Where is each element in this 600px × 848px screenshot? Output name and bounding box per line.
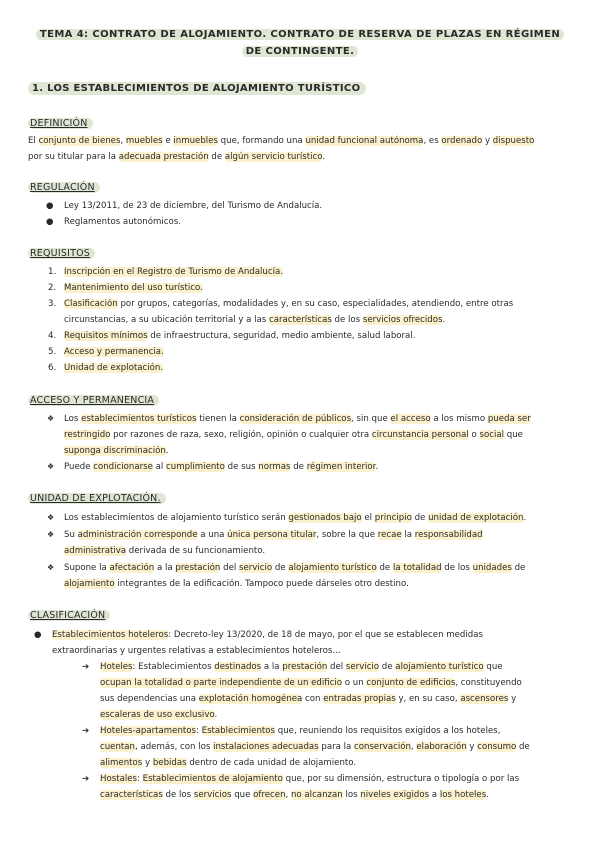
definicion-heading: DEFINICIÓN: [28, 118, 93, 129]
requisito-3-line-2: circunstancias, a su ubicación territorial y a las características de los servicios ofrecidos.: [64, 315, 446, 325]
requisito-5: Acceso y permanencia.: [64, 347, 164, 357]
diamond-bullet-icon: ❖: [47, 462, 55, 471]
clasificacion-main-line-1: Establecimientos hoteleros: Decreto-ley 13/2020, de 18 de mayo, por el que se establecen medidas: [52, 630, 483, 640]
definicion-line-1: El conjunto de bienes, muebles e inmuebles que, formando una unidad funcional autónoma, es ordenado y dispuesto: [28, 136, 535, 146]
hoteles-apartamentos-line-1: Hoteles-apartamentos: Establecimientos que, reuniendo los requisitos exigidos a los hoteles,: [100, 726, 501, 736]
unidad-bullet-3-line-1: Supone la afectación a la prestación del servicio de alojamiento turístico de la totalidad de los unidades de: [64, 563, 526, 573]
acceso-bullet-1-line-1: Los establecimientos turísticos tienen la consideración de públicos, sin que el acceso a los mismo pueda ser: [64, 414, 531, 424]
diamond-bullet-icon: ❖: [47, 513, 55, 522]
clasificacion-heading: CLASIFICACIÓN: [28, 610, 110, 621]
unidad-bullet-2-line-1: Su administración corresponde a una única persona titular, sobre la que recae la responsabilidad: [64, 530, 483, 540]
bullet-icon: ●: [34, 630, 42, 640]
section-heading: 1. LOS ESTABLECIMIENTOS DE ALOJAMIENTO TURÍSTICO: [28, 82, 366, 95]
requisitos-heading: REQUISITOS: [28, 248, 95, 259]
title-line-2: DE CONTINGENTE.: [242, 46, 359, 57]
requisito-1: Inscripción en el Registro de Turismo de Andalucía.: [64, 267, 283, 277]
list-number: 6.: [48, 363, 57, 373]
requisito-6: Unidad de explotación.: [64, 363, 164, 373]
diamond-bullet-icon: ❖: [47, 563, 55, 572]
hoteles-line-1: Hoteles: Establecimientos destinados a la prestación del servicio de alojamiento turístico que: [100, 662, 503, 672]
acceso-bullet-1-line-2: restringido por razones de raza, sexo, religión, opinión o cualquier otra circunstancia personal o social que: [64, 430, 523, 440]
arrow-right-icon: ➔: [82, 662, 90, 672]
list-number: 2.: [48, 283, 57, 293]
definicion-line-2: por su titular para la adecuada prestación de algún servicio turístico.: [28, 152, 326, 162]
regulacion-heading: REGULACIÓN: [28, 182, 100, 193]
unidad-bullet-2-line-2: administrativa derivada de su funcionamiento.: [64, 546, 266, 556]
diamond-bullet-icon: ❖: [47, 414, 55, 423]
arrow-right-icon: ➔: [82, 774, 90, 784]
list-number: 5.: [48, 347, 57, 357]
requisito-2: Mantenimiento del uso turístico.: [64, 283, 203, 293]
title-line-1: TEMA 4: CONTRATO DE ALOJAMIENTO. CONTRATO DE RESERVA DE PLAZAS EN RÉGIMEN: [36, 29, 564, 40]
hostales-line-1: Hostales: Establecimientos de alojamiento que, por su dimensión, estructura o tipología o por las: [100, 774, 520, 784]
acceso-heading: ACCESO Y PERMANENCIA: [28, 395, 159, 406]
hoteles-apartamentos-line-3: alimentos y bebidas dentro de cada unidad de alojamiento.: [100, 758, 357, 768]
requisito-3-line-1: Clasificación por grupos, categorías, modalidades y, en su caso, especialidades, atendiendo, entre otras: [64, 299, 514, 309]
list-number: 4.: [48, 331, 57, 341]
regulacion-item-1: Ley 13/2011, de 23 de diciembre, del Turismo de Andalucía.: [64, 201, 323, 211]
unidad-heading: UNIDAD DE EXPLOTACIÓN.: [28, 493, 166, 504]
arrow-right-icon: ➔: [82, 726, 90, 736]
hostales-line-2: características de los servicios que ofrecen, no alcanzan los niveles exigidos a los hoteles.: [100, 790, 489, 800]
hoteles-line-4: escaleras de uso exclusivo.: [100, 710, 218, 720]
hoteles-apartamentos-line-2: cuentan, además, con los instalaciones adecuadas para la conservación, elaboración y consumo de: [100, 742, 530, 752]
hoteles-line-2: ocupan la totalidad o parte independiente de un edificio o un conjunto de edificios, constituyendo: [100, 678, 522, 688]
regulacion-item-2: Reglamentos autonómicos.: [64, 217, 181, 227]
clasificacion-main-line-2: extraordinarias y urgentes relativas a establecimientos hoteleros...: [52, 646, 341, 656]
acceso-bullet-2: Puede condicionarse al cumplimiento de sus normas de régimen interior.: [64, 462, 379, 472]
requisito-4: Requisitos mínimos de infraestructura, seguridad, medio ambiente, salud laboral.: [64, 331, 416, 341]
hoteles-line-3: sus dependencias una explotación homogénea con entradas propias y, en su caso, ascensores y: [100, 694, 517, 704]
list-number: 3.: [48, 299, 57, 309]
diamond-bullet-icon: ❖: [47, 530, 55, 539]
list-number: 1.: [48, 267, 57, 277]
document-title: [30, 26, 570, 60]
unidad-bullet-3-line-2: alojamiento integrantes de la edificación. Tampoco puede dárseles otro destino.: [64, 579, 409, 589]
acceso-bullet-1-line-3: suponga discriminación.: [64, 446, 169, 456]
unidad-bullet-1: Los establecimientos de alojamiento turístico serán gestionados bajo el principio de unidad de explotación.: [64, 513, 527, 523]
bullet-icon: ●: [46, 201, 54, 211]
bullet-icon: ●: [46, 217, 54, 227]
